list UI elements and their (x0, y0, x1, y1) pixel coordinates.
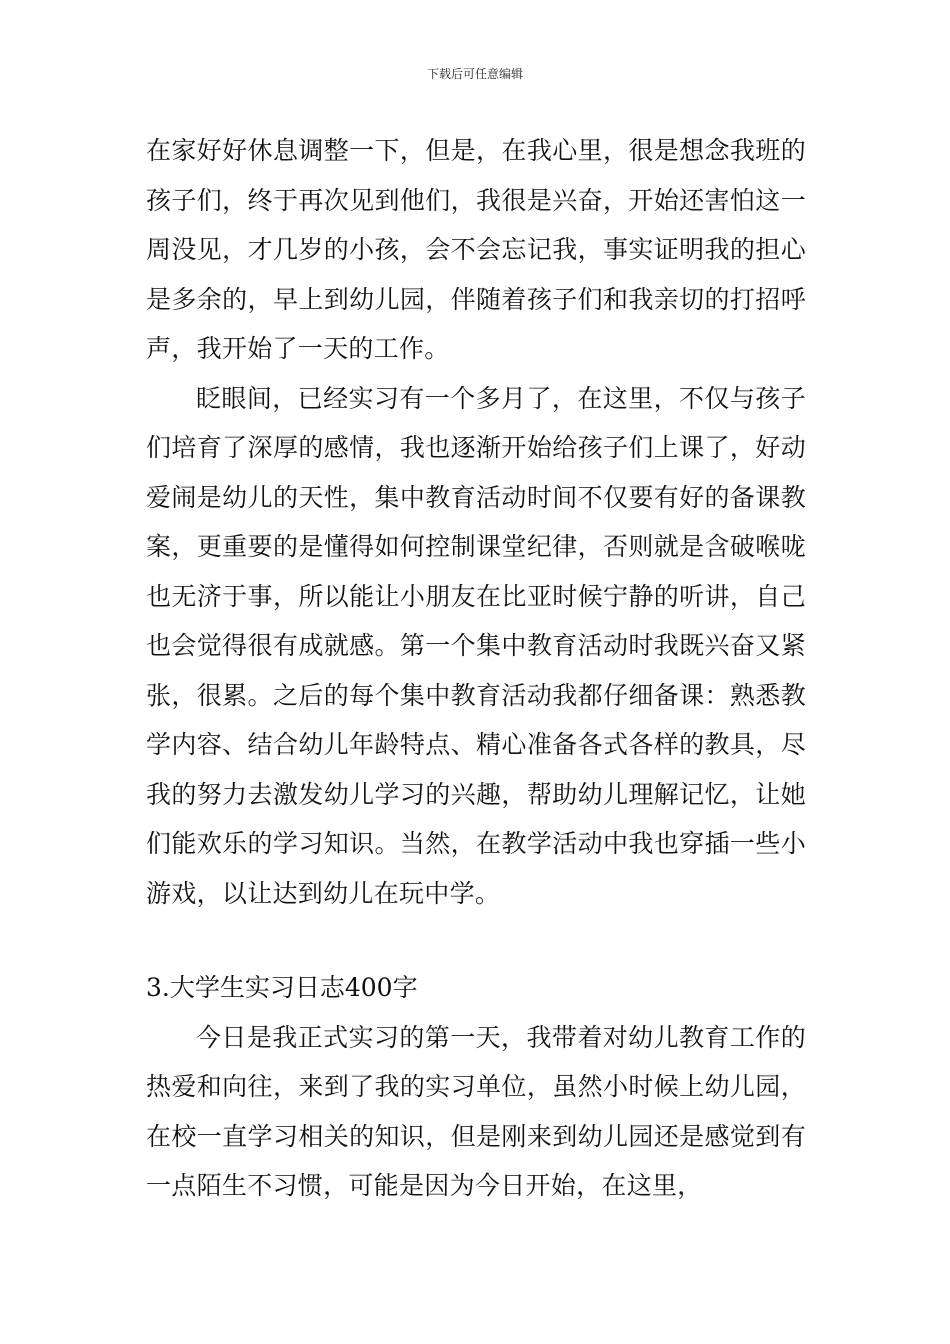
page-header: 下载后可任意编辑 (426, 67, 523, 81)
document-body (146, 126, 806, 1211)
paragraph-continuation: 在家好好休息调整一下，但是，在我心里，很是想念我班的孩子们，终于再次见到他们，我很是兴奋，开始还害怕这一周没见，才几岁的小孩，会不会忘记我，事实证明我的担心是多余的，早上到幼儿园，伴随着孩子们和我亲切的打招呼声，我开始了一天的工作。 (146, 136, 806, 363)
paragraph-first-day: 今日是我正式实习的第一天，我带着对幼儿教育工作的热爱和向往，来到了我的实习单位，虽然小时候上幼儿园，在校一直学习相关的知识，但是刚来到幼儿园还是感觉到有一点陌生不习惯，可能是因为今日开始，在这里， (146, 1022, 806, 1200)
paragraph-internship-month: 眨眼间，已经实习有一个多月了，在这里，不仅与孩子们培育了深厚的感情，我也逐渐开始给孩子们上课了，好动爱闹是幼儿的天性，集中教育活动时间不仅要有好的备课教案，更重要的是懂得如何控制课堂纪律，否则就是含破喉咙也无济于事，所以能让小朋友在比亚时候宁静的听讲，自己也会觉得很有成就感。第一个集中教育活动时我既兴奋又紧张，很累。之后的每个集中教育活动我都仔细备课：熟悉教学内容、结合幼儿年龄特点、精心准备各式各样的教具，尽我的努力去激发幼儿学习的兴趣，帮助幼儿理解记忆，让她们能欢乐的学习知识。当然，在教学活动中我也穿插一些小游戏，以让达到幼儿在玩中学。 (146, 383, 806, 908)
section-heading: 3.大学生实习日志400字 (146, 973, 418, 1002)
